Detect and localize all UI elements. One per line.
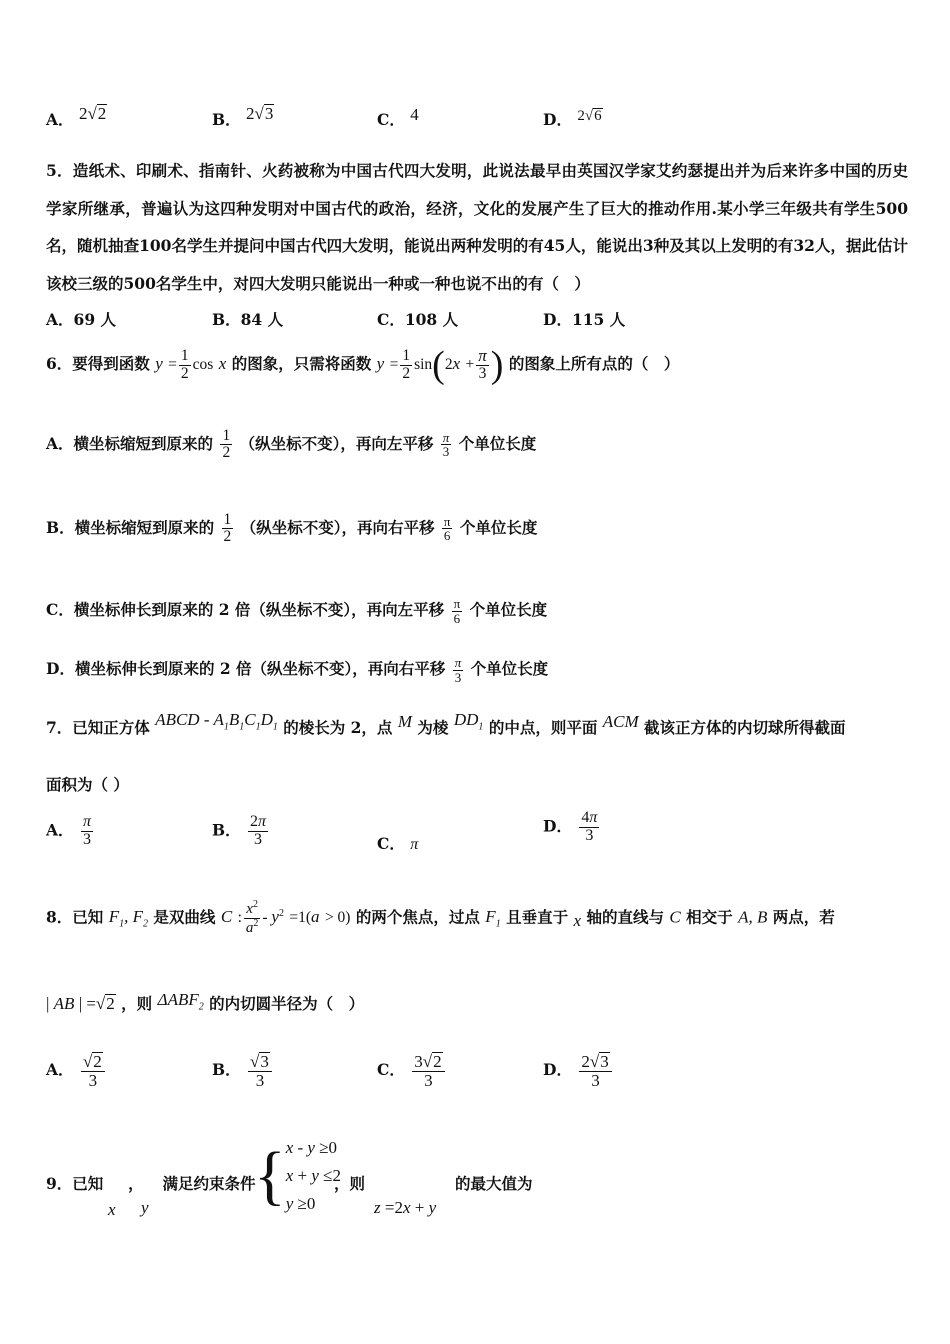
option-text: （纵坐标不变），再向左平移 xyxy=(239,433,434,453)
q7-text: 为棱 xyxy=(417,718,449,737)
q7-prefix: 7．已知正方体 xyxy=(46,718,150,737)
q7-text: 的棱长为 2，点 xyxy=(283,718,393,737)
q8-option-a: A． $\frac{√2}{3}$ xyxy=(46,1052,107,1090)
q8-text: 两点，若 xyxy=(772,907,835,927)
option-text: 横坐标伸长到原来的 2 倍（纵坐标不变），再向右平移 xyxy=(74,659,446,679)
option-label: D． xyxy=(543,110,572,129)
q5-option-b xyxy=(212,308,283,330)
option-value: 69 人 xyxy=(73,310,116,329)
q8-text: ，则 xyxy=(121,994,153,1013)
q4-option-a-value: 2√2 xyxy=(78,104,107,123)
option-text: 个单位长度 xyxy=(469,600,548,620)
option-label: D． xyxy=(543,1059,572,1079)
q9-stem xyxy=(46,1172,255,1194)
option-label: B． xyxy=(212,820,241,840)
q8-text: 相交于 xyxy=(686,907,733,927)
q8-option-c: C． $\frac{3√2}{3}$ xyxy=(377,1052,447,1090)
q6-suffix: 的图象上所有点的（ ） xyxy=(508,354,680,373)
q6-target-function: y = $\frac{1}{2}$ cos x xyxy=(155,347,227,382)
option-label: A． xyxy=(46,820,74,840)
q5-option-d xyxy=(543,308,625,330)
q4-option-b xyxy=(212,104,274,130)
q7-text: 截该正方体的内切球所得截面 xyxy=(644,718,846,737)
q6-option-c: C．横坐标伸长到原来的 2 倍（纵坐标不变），再向左平移 $\frac{\pi}{6}$ 个单位长度 xyxy=(46,596,548,626)
q4-option-c xyxy=(377,105,419,130)
q7-text: 的中点，则平面 xyxy=(488,718,598,737)
option-label: D． xyxy=(543,816,572,836)
q6-stem xyxy=(46,343,679,387)
option-text: 横坐标伸长到原来的 2 倍（纵坐标不变），再向左平移 xyxy=(73,600,445,620)
q9-var-x: x xyxy=(108,1200,116,1219)
q8-text: 是双曲线 xyxy=(153,907,216,927)
q6-source-function: y = $\frac{1}{2}$ sin(2x + $\frac{\pi}{3}$ ) xyxy=(376,344,504,386)
option-label: D． xyxy=(46,659,75,679)
option-label: C． xyxy=(377,310,405,329)
q8-hyperbola: C : $\frac{x^2}{a^2}$ - $y^2 =1(a > 0)$ xyxy=(220,899,351,936)
q7-option-c: C． π xyxy=(377,834,419,853)
option-value: 115 人 xyxy=(571,310,626,329)
q8-text: 且垂直于 xyxy=(506,907,569,927)
q6-prefix: 6．要得到函数 xyxy=(46,354,150,373)
q9-text: 满足约束条件 xyxy=(162,1174,256,1193)
q7-cube: ABCD - $A_1B_1C_1D_1$ xyxy=(155,710,278,733)
q8-option-d: D． $\frac{2√3}{3}$ xyxy=(543,1052,614,1090)
option-label: D． xyxy=(543,310,572,329)
q9-var-y: y xyxy=(141,1198,149,1217)
q9-text: 9．已知 xyxy=(46,1174,104,1193)
option-label: A． xyxy=(46,1059,74,1079)
q6-option-b: B．横坐标缩短到原来的 $\frac{1}{2}$ （纵坐标不变），再向右平移 $\frac{\pi}{6}$ 个单位长度 xyxy=(46,511,538,546)
option-label: A． xyxy=(46,110,74,129)
option-text: 个单位长度 xyxy=(470,659,549,679)
q9-objective: z =2x + y xyxy=(374,1198,437,1217)
option-value: 108 人 xyxy=(404,310,459,329)
option-text: （纵坐标不变），再向右平移 xyxy=(240,517,435,537)
q8-option-b: B． $\frac{√3}{3}$ xyxy=(212,1052,274,1090)
q7-option-b: B． $\frac{2\pi}{3}$ xyxy=(212,813,267,848)
q9-text: ， xyxy=(128,1174,144,1193)
q5-option-c xyxy=(377,308,458,330)
option-label: B． xyxy=(212,110,241,129)
q5-stem: 5．造纸术、印刷术、指南针、火药被称为中国古代四大发明，此说法最早由英国汉学家艾约瑟提出并为后来许多中国的历史学家所继承，普遍认为这四种发明对中国古代的政治，经济，文化的发展产生了巨大的推动作用.某小学三年级共有学生500名，随机抽查100名学生并提问中国古代四大发明，能说出两种发明的有45人，能说出3种及其以上发明的有32人，据此估计该校三级的500名学生中，对四大发明只能说出一种或一种也说不出的有（ ） xyxy=(46,161,908,293)
q7-stem: 7．已知正方体 ABCD - $A_1B_1C_1D_1$ 的棱长为 2，点 M 为棱 $DD_1$ 的中点，则平面 ACM 截该正方体的内切球所得截面 xyxy=(46,710,846,737)
q8-text: 8．已知 xyxy=(46,907,104,927)
q8-stem: 8．已知 $F_1$, $F_2$ 是双曲线 C : $\frac{x^2}{a^2}$ - $y^2 =1(a > 0)$ 的两个焦点，过点 $F_1$ 且垂直于 x 轴的直线与 C 相交于 A, B 两点，若 xyxy=(46,899,835,936)
q7-option-a: A． $\frac{\pi}{3}$ xyxy=(46,813,91,848)
q4-option-d-value: 2√6 xyxy=(577,108,602,124)
q8-stem-line2: | AB | =√2 ，则 $\Delta ABF_2$ 的内切圆半径为（ ） xyxy=(46,990,365,1013)
q6-mid: 的图象，只需将函数 xyxy=(231,354,372,373)
option-label: C． xyxy=(377,1059,405,1079)
q6-option-a: A．横坐标缩短到原来的 $\frac{1}{2}$ （纵坐标不变），再向左平移 $\frac{\pi}{3}$ 个单位长度 xyxy=(46,427,537,462)
q7-option-d: D． $\frac{4\pi}{3}$ xyxy=(543,809,598,844)
q8-text: 的两个焦点，过点 xyxy=(355,907,480,927)
q5-option-a xyxy=(46,308,116,330)
q8-text: 轴的直线与 xyxy=(586,907,664,927)
option-label: B． xyxy=(46,517,75,537)
option-text: 横坐标缩短到原来的 xyxy=(74,517,215,537)
option-label: A． xyxy=(46,310,74,329)
option-label: A． xyxy=(46,433,74,453)
q8-text: 的内切圆半径为（ ） xyxy=(209,994,365,1013)
option-label: B． xyxy=(212,310,241,329)
option-label: B． xyxy=(212,1059,241,1079)
option-text: 个单位长度 xyxy=(458,433,537,453)
q9-tail: 的最大值为 xyxy=(455,1174,533,1193)
option-label: C． xyxy=(377,110,405,129)
q4-option-b-value: 2√3 xyxy=(246,104,274,123)
q6-option-d: D．横坐标伸长到原来的 2 倍（纵坐标不变），再向右平移 $\frac{\pi}{3}$ 个单位长度 xyxy=(46,655,549,685)
q9-constraints: { x - y ≥0 x + y ≤2 y ≥0 xyxy=(254,1138,341,1213)
q4-option-a xyxy=(46,104,107,130)
option-text: 横坐标缩短到原来的 xyxy=(73,433,214,453)
q9-then: ，则 xyxy=(334,1174,366,1193)
q7-stem-line2: 面积为（ ） xyxy=(46,775,129,794)
option-label: C． xyxy=(46,600,74,620)
q4-option-d xyxy=(543,108,603,130)
option-label: C． xyxy=(377,834,405,853)
option-text: 个单位长度 xyxy=(459,517,538,537)
option-value: 84 人 xyxy=(240,310,284,329)
q4-option-c-value: 4 xyxy=(410,105,419,124)
